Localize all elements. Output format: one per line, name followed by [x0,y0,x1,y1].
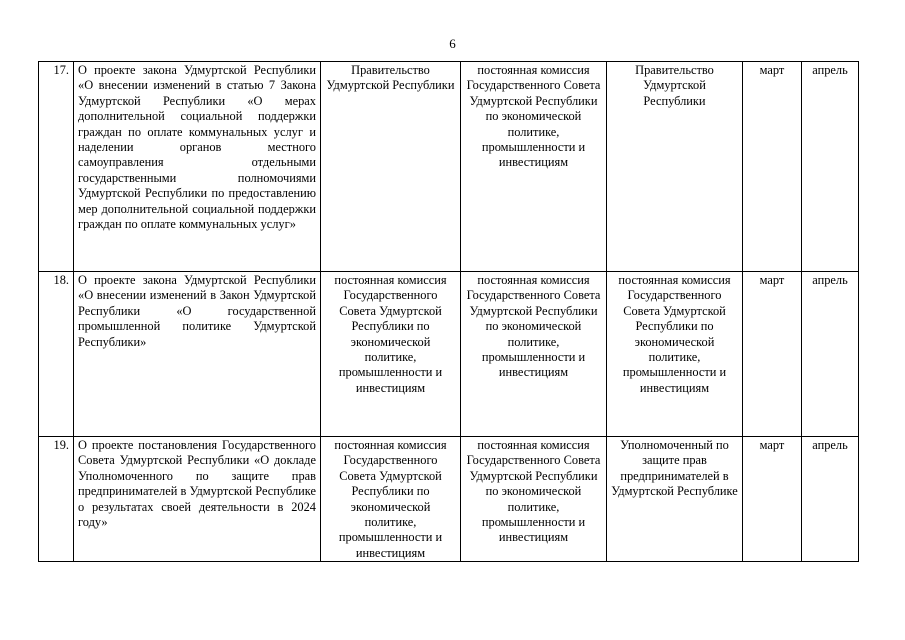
row-number: 17. [39,62,74,272]
initiator: постоянная комиссия Государственного Совета Удмуртской Республики по экономической политике, промышленности и инвестициям [321,272,461,437]
month-first: март [743,437,802,562]
initiator: постоянная комиссия Государственного Совета Удмуртской Республики по экономической политике, промышленности и инвестициям [321,437,461,562]
initiator: Правительство Удмуртской Республики [321,62,461,272]
table-row [39,62,859,272]
responsible-committee: постоянная комиссия Государственного Совета Удмуртской Республики по экономической политике, промышленности и инвестициям [461,62,607,272]
item-title: О проекте постановления Государственного Совета Удмуртской Республики «О докладе Уполномоченного по защите прав предпринимателей в Удмуртской Республике о результатах своей деятельности в 2024 году» [74,437,321,562]
speaker: Уполномоченный по защите прав предпринимателей в Удмуртской Республике [607,437,743,562]
month-first: март [743,62,802,272]
month-first: март [743,272,802,437]
responsible-committee: постоянная комиссия Государственного Совета Удмуртской Республики по экономической политике, промышленности и инвестициям [461,272,607,437]
item-title: О проекте закона Удмуртской Республики «О внесении изменений в статью 7 Закона Удмуртской Республики «О мерах дополнительной социальной поддержки граждан по оплате коммунальных услуг и наделении органов местного самоуправления отдельными государственными полномочиями Удмуртской Республики по предоставлению мер дополнительной социальной поддержки граждан по оплате коммунальных услуг» [74,62,321,272]
responsible-committee: постоянная комиссия Государственного Совета Удмуртской Республики по экономической политике, промышленности и инвестициям [461,437,607,562]
row-number: 18. [39,272,74,437]
month-second: апрель [802,437,859,562]
page-number: 6 [449,36,456,51]
plan-table [38,61,859,562]
table-row [39,437,859,562]
month-second: апрель [802,62,859,272]
item-title: О проекте закона Удмуртской Республики «О внесении изменений в Закон Удмуртской Республики «О государственной промышленной политике Удмуртской Республики» [74,272,321,437]
speaker: постоянная комиссия Государственного Совета Удмуртской Республики по экономической политике, промышленности и инвестициям [607,272,743,437]
month-second: апрель [802,272,859,437]
row-number: 19. [39,437,74,562]
table-row [39,272,859,437]
speaker: Правительство Удмуртской Республики [607,62,743,272]
